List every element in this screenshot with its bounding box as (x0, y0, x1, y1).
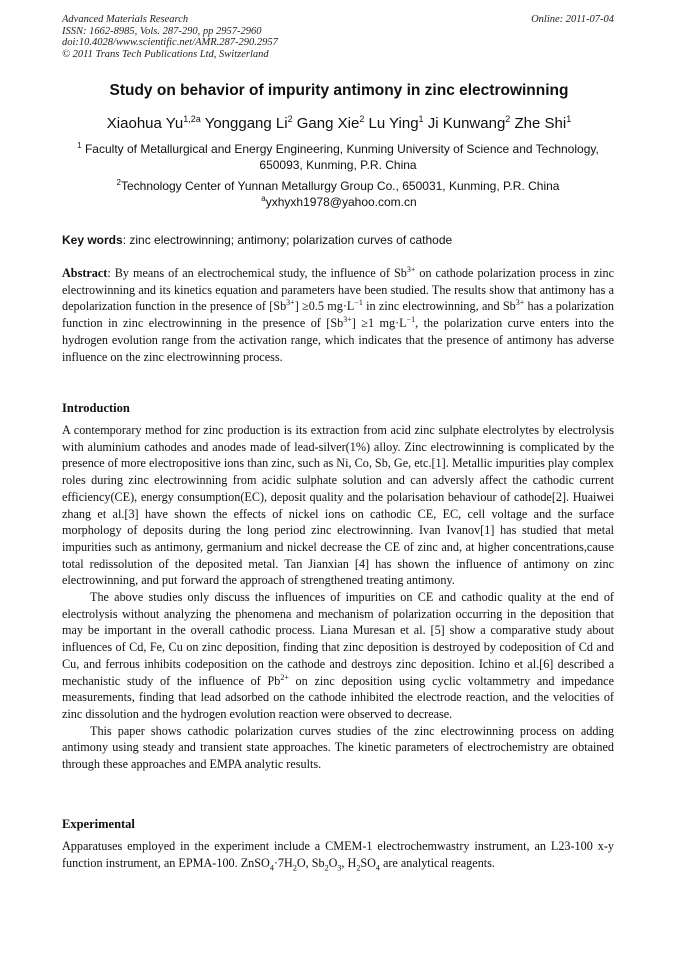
paragraph: A contemporary method for zinc production is its extraction from acid zinc sulphate electrolytes by electrolysis with aluminium cathodes and anodes made of lead-silver(1%) alloy. Zinc electrowinning is complicated by the presence of more electropositive ions than zinc, such as Ni, Co, Sb, Ge, etc.[1]. Metallic impurities play complex roles during zinc electrowinning from acidic sulphate solution and can adversly affect the cathodic current efficiency(CE), energy consumption(EC), deposit quality and the polarisation behaviour of cathode[2]. Huaiwei zhang et al.[3] have shown the effects of nickel ions on cathodic CE, EC, cell voltage and the surface morphology of deposits during the long period zinc electrowinning. Ivan Ivanov[1] has studied that metal impurities such as antimony, germanium and nickel decrease the CE of zinc and, at higher concentrations,cause total redissolution of the deposited metal. Tan Jianxian [4] has shown the influence of antimony on zinc electrowinning, and put forward the approach of strengthened treating antimony. (62, 423, 614, 588)
subscript: 2 (324, 863, 329, 873)
subscript: 3 (337, 863, 342, 873)
paragraph-text: on zinc deposition using cyclic voltammetry and impedance measurements, finding that lead adsorbed on the cathode inhibited the electrode reaction, and the velocities of zinc dissolution and the hydrogen evolution reaction were observed to decrease. (62, 673, 614, 721)
experimental-body (62, 838, 614, 871)
introduction-body (62, 422, 614, 773)
journal-name: Advanced Materials Research (62, 14, 189, 25)
online-date: Online: 2011-07-04 (531, 14, 614, 25)
paragraph-text: are analytical reagents. (379, 855, 495, 870)
paragraph-text: O, Sb (296, 855, 325, 870)
author-affiliation-mark: 2 (359, 114, 365, 124)
paragraph-text: Apparatuses employed in the experiment include a CMEM-1 electrochemwastry instrument, an L23-100 x-y function instrument, an EPMA-100. ZnSO (62, 839, 614, 870)
author-affiliation-mark: 2 (505, 114, 511, 124)
superscript: 3+ (343, 315, 352, 325)
paragraph (62, 589, 614, 723)
superscript: −1 (354, 298, 363, 308)
abstract-label: Abstract (62, 266, 108, 280)
affiliation-text: Faculty of Metallurgical and Energy Engineering, Kunming University of Science and Technology, 650093, Kunming, P.R. China (84, 142, 599, 172)
issn-line: ISSN: 1662-8985, Vols. 287-290, pp 2957-2960 (62, 25, 262, 37)
author-email (0, 194, 678, 209)
affiliation-1 (62, 138, 614, 173)
doi-line: doi:10.4028/www.scientific.net/AMR.287-290.2957 (62, 37, 278, 48)
keywords-label: Key words (62, 233, 123, 247)
affiliation-mark: 2 (116, 178, 121, 187)
abstract-text: ] ≥0.5 mg·L (294, 299, 355, 314)
keywords (62, 233, 614, 247)
abstract-text: ] ≥1 mg·L (351, 316, 407, 331)
author-affiliation-mark: 1 (418, 114, 424, 124)
copyright-line: © 2011 Trans Tech Publications Ltd, Switzerland (62, 48, 269, 60)
author-name: Ji Kunwang (427, 115, 506, 132)
abstract-text: , the polarization curve enters into the hydrogen evolution range from the activation range, which indicates that the presence of antimony has adverse influence on the zinc electrowinning process. (62, 316, 615, 364)
section-heading-introduction: Introduction (62, 401, 130, 415)
paragraph: This paper shows cathodic polarization curves studies of the zinc electrowinning process on adding antimony using steady and transient state approaches. The kinetic parameters of electrochemistry are obtained through these approaches and EMPA analytic results. (62, 723, 614, 772)
abstract-text: in zinc electrowinning, and Sb (362, 299, 516, 314)
affiliation-2 (62, 175, 614, 194)
keywords-text: : zinc electrowinning; antimony; polarization curves of cathode (122, 233, 453, 247)
subscript: 2 (356, 863, 361, 873)
affiliation-mark: 1 (77, 141, 82, 150)
paragraph-text: SO (360, 855, 376, 870)
journal-header (62, 14, 278, 60)
subscript: 2 (292, 863, 297, 873)
paragraph-text: The above studies only discuss the influences of impurities on CE and cathodic quality at the end of electrolysis without analyzing the phenomena and mechanism of polarization occurring in the deposition that may be important in the overall cathodic process. Liana Muresan et al. [5] show a comparative study about influences of Cd, Fe, Cu on zinc deposition, finding that zinc deposition is destroyed by codeposition of Cd and Cu, and ferrous inhibits codeposition on the cathode and destroys zinc deposition. Ichino et al.[6] described a mechanistic study of the influence of Pb (62, 590, 614, 688)
author-list (0, 114, 678, 132)
author-affiliation-mark: 2 (287, 114, 293, 124)
superscript: 3+ (406, 264, 416, 274)
author-name: Gang Xie (296, 115, 360, 132)
author-name: Zhe Shi (514, 115, 567, 132)
abstract-text: has a polarization function in zinc electrowinning in the presence of [Sb (62, 299, 614, 331)
superscript: 3+ (515, 298, 525, 308)
email-mark: a (261, 194, 266, 203)
author-name: Lu Ying (368, 115, 419, 132)
superscript: 3+ (286, 298, 295, 308)
paragraph-text: ·7H (273, 855, 293, 870)
section-heading-experimental: Experimental (62, 817, 135, 831)
paragraph-text: , H (341, 855, 357, 870)
author-affiliation-mark: 1 (566, 114, 572, 124)
abstract-text: : By means of an electrochemical study, the influence of Sb (107, 266, 407, 280)
abstract (62, 265, 614, 365)
author-name: Yonggang Li (204, 115, 288, 132)
abstract-text: on cathode polarization process in zinc electrowinning and its kinetics equation and parameters have been studied. The results show that antimony has a depolarization function in the presence of [Sb (62, 266, 614, 314)
affiliation-text: Technology Center of Yunnan Metallurgy Group Co., 650031, Kunming, P.R. China (120, 179, 560, 193)
author-affiliation-mark: 1,2a (183, 114, 201, 124)
paper-title: Study on behavior of impurity antimony in zinc electrowinning (109, 82, 569, 99)
subscript: 4 (375, 863, 380, 873)
author-name: Xiaohua Yu (106, 115, 184, 132)
superscript: −1 (406, 315, 416, 325)
email-address: yxhyxh1978@yahoo.com.cn (265, 195, 417, 209)
superscript: 2+ (280, 672, 289, 682)
subscript: 4 (269, 863, 274, 873)
paragraph-text: O (328, 855, 338, 870)
